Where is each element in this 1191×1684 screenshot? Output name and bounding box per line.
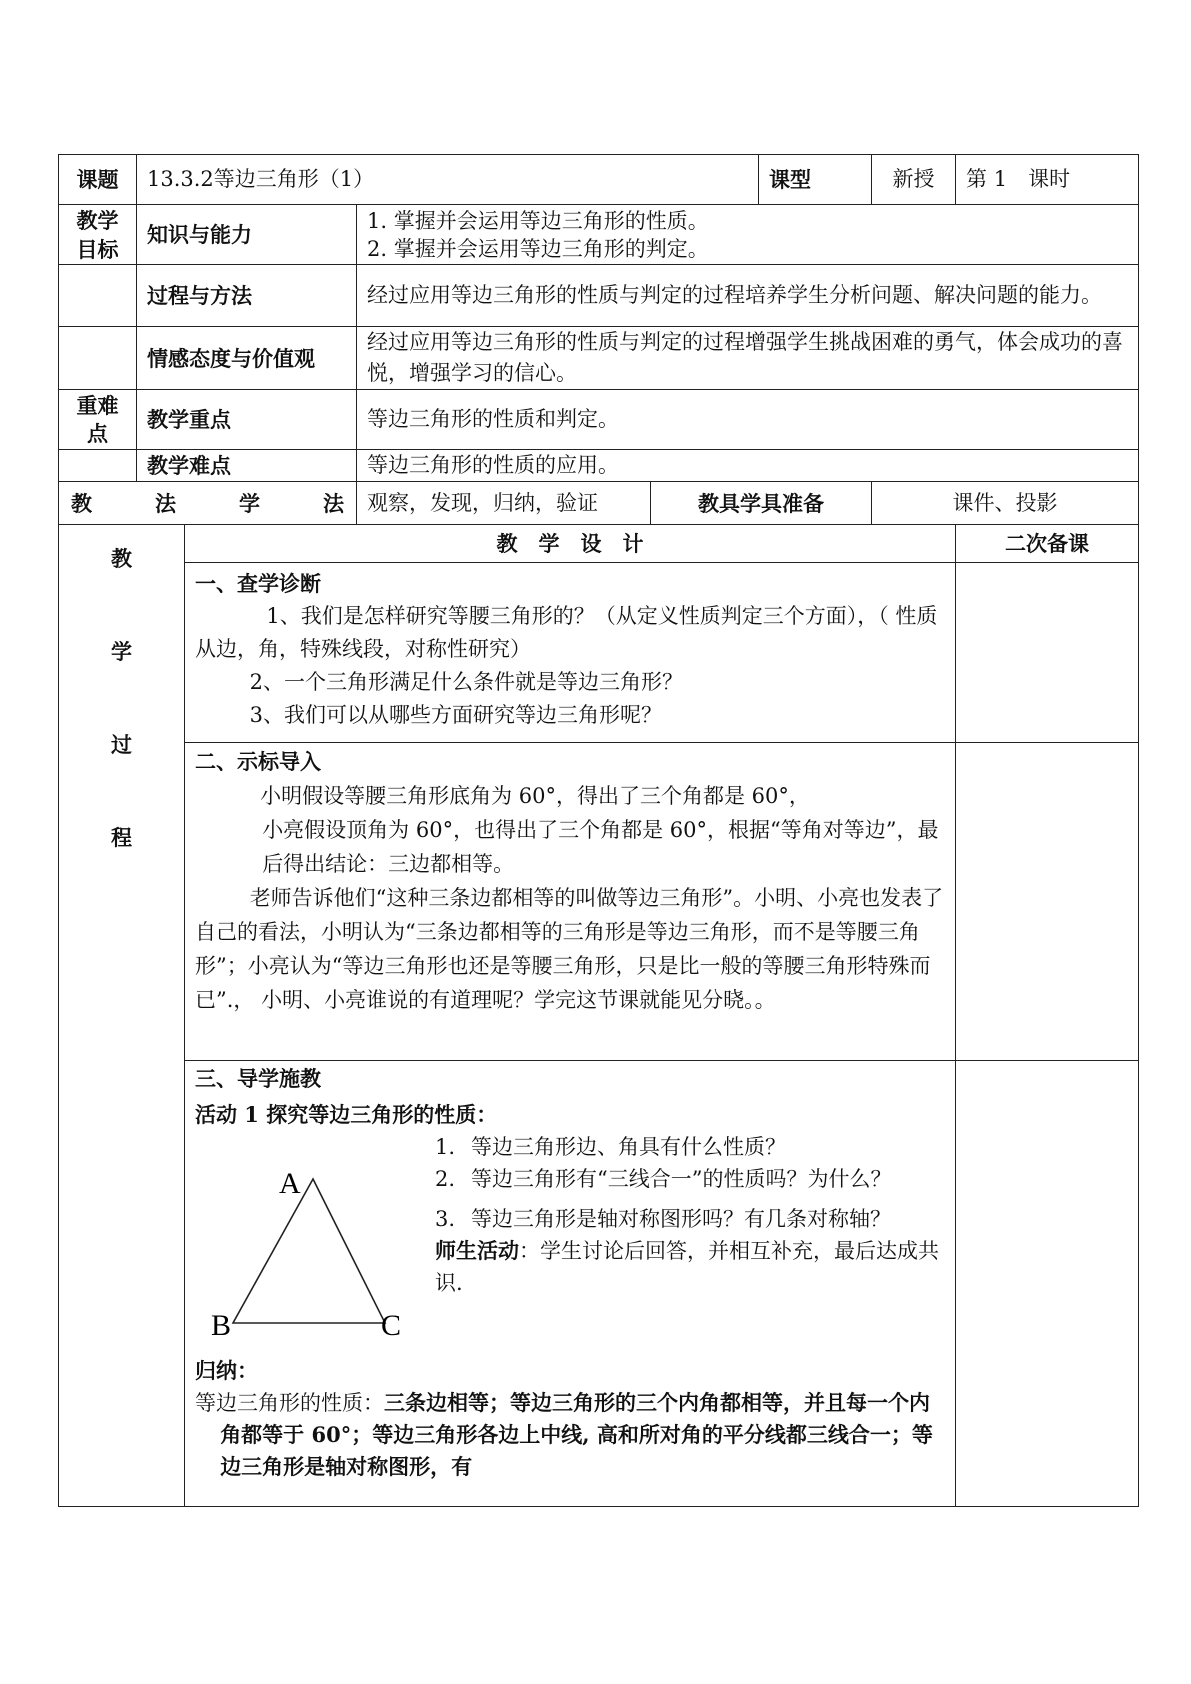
question-number: 2. <box>435 1167 456 1191</box>
process-text: 经过应用等边三角形的性质与判定的过程培养学生分析问题、解决问题的能力。 <box>357 265 1139 327</box>
process-label: 过程与方法 <box>137 265 357 327</box>
question-item <box>435 1131 945 1163</box>
methods-label-char: 法 <box>323 490 344 516</box>
knowledge-cell <box>357 205 1139 265</box>
activity-title: 活动 1 探究等边三角形的性质： <box>195 1102 498 1127</box>
objectives-label: 教学目标 <box>59 205 137 265</box>
section-diagnosis <box>185 563 956 743</box>
question-text: 等边三角形边、角具有什么性质？ <box>471 1135 786 1159</box>
topic-value: 13.3.2等边三角形（1） <box>137 155 759 205</box>
knowledge-item: 1. 掌握并会运用等边三角形的性质。 <box>367 208 709 233</box>
attitude-label: 情感态度与价值观 <box>137 327 357 390</box>
activity-block <box>195 1131 945 1351</box>
difficult-label: 教学难点 <box>137 450 357 482</box>
section2-line: 老师告诉他们“这种三条边都相等的叫做等边三角形”。小明、小亮也发表了自己的看法，小明认为“三条边都相等的三角形是等边三角形，而不是等腰三角形”；小亮认为“等边三角形也还是等腰三角形，只是比一般的等腰三角形特殊而已”.， 小明、小亮谁说的有道理呢？学完这节课就能见分晓。。 <box>195 886 944 1012</box>
section2-title: 二、示标导入 <box>195 749 321 774</box>
tools-label: 教具学具准备 <box>651 482 872 525</box>
methods-label <box>59 482 357 525</box>
type-value: 新授 <box>872 155 956 205</box>
process-label-char: 过 <box>111 732 132 757</box>
process-label-char: 学 <box>111 639 132 664</box>
methods-label-char: 法 <box>155 490 176 516</box>
design-header: 教 学 设 计 <box>185 525 956 563</box>
teacher-activity-text: ：学生讨论后回答，并相互补充，最后达成共识. <box>435 1239 939 1295</box>
objectives-blank <box>59 327 137 390</box>
lesson-plan <box>58 154 1138 1507</box>
lesson-table <box>58 154 1139 1507</box>
process-label-char: 程 <box>111 825 132 850</box>
methods-text: 观察，发现，归纳，验证 <box>357 482 651 525</box>
summary-text <box>195 1387 945 1483</box>
section2-line: 小明假设等腰三角形底角为 60°，得出了三个角都是 60°， <box>260 784 810 808</box>
knowledge-label: 知识与能力 <box>137 205 357 265</box>
second-prep-header: 二次备课 <box>956 525 1139 563</box>
question-text: 等边三角形有“三线合一”的性质吗？为什么？ <box>471 1167 892 1191</box>
section-intro <box>185 743 956 1061</box>
difficult-text: 等边三角形的性质的应用。 <box>357 450 1139 482</box>
methods-label-char: 教 <box>71 490 92 516</box>
process-label <box>59 525 185 1507</box>
section3-title: 三、导学施教 <box>195 1066 321 1091</box>
question-list <box>435 1131 945 1235</box>
question-item <box>435 1163 945 1195</box>
key-points-label: 重难点 <box>59 390 137 450</box>
topic-label: 课题 <box>59 155 137 205</box>
objectives-blank <box>59 265 137 327</box>
question-item <box>435 1203 945 1235</box>
question-text: 等边三角形是轴对称图形吗？有几条对称轴？ <box>471 1207 891 1231</box>
second-prep-cell <box>956 1061 1139 1507</box>
lesson-number: 第 1 课时 <box>956 155 1139 205</box>
vertex-a-label: A <box>279 1167 301 1200</box>
vertex-b-label: B <box>211 1309 232 1342</box>
section1-title: 一、查学诊断 <box>195 571 321 596</box>
teacher-activity <box>435 1235 945 1299</box>
methods-label-char: 学 <box>239 490 260 516</box>
equilateral-triangle <box>233 1179 385 1323</box>
section1-line: 1、我们是怎样研究等腰三角形的？（从定义性质判定三个方面），（ 性质从边，角，特殊线段，对称性研究） <box>195 604 938 661</box>
summary-bold: 三条边相等；等边三角形的三个内角都相等，并且每一个内角都等于 60°；等边三角形各边上中线, 高和所对角的平分线都三线合一；等边三角形是轴对称图形，有 <box>220 1390 933 1479</box>
tools-text: 课件、投影 <box>872 482 1139 525</box>
question-number: 3. <box>435 1207 456 1231</box>
section1-line: 2、一个三角形满足什么条件就是等边三角形？ <box>249 670 683 694</box>
vertex-c-label: C <box>381 1309 402 1342</box>
type-label: 课型 <box>759 155 872 205</box>
key-points-blank <box>59 450 137 482</box>
attitude-text: 经过应用等边三角形的性质与判定的过程增强学生挑战困难的勇气，体会成功的喜悦，增强学习的信心。 <box>357 327 1139 390</box>
question-number: 1. <box>435 1135 456 1159</box>
second-prep-cell <box>956 563 1139 743</box>
section2-line: 小亮假设顶角为 60°，也得出了三个角都是 60°，根据“等角对等边”，最后得出结论：三边都相等。 <box>262 818 939 876</box>
process-label-char: 教 <box>111 546 132 571</box>
activity-questions <box>435 1131 945 1351</box>
teacher-activity-label: 师生活动 <box>435 1238 519 1263</box>
key-label: 教学重点 <box>137 390 357 450</box>
section1-line: 3、我们可以从哪些方面研究等边三角形呢？ <box>249 703 662 727</box>
knowledge-item: 2. 掌握并会运用等边三角形的判定。 <box>367 236 709 261</box>
key-text: 等边三角形的性质和判定。 <box>357 390 1139 450</box>
summary-title: 归纳： <box>195 1358 258 1383</box>
second-prep-cell <box>956 743 1139 1061</box>
summary-prefix: 等边三角形的性质： <box>195 1391 384 1415</box>
section-teaching <box>185 1061 956 1507</box>
triangle-abc-figure <box>195 1131 435 1351</box>
